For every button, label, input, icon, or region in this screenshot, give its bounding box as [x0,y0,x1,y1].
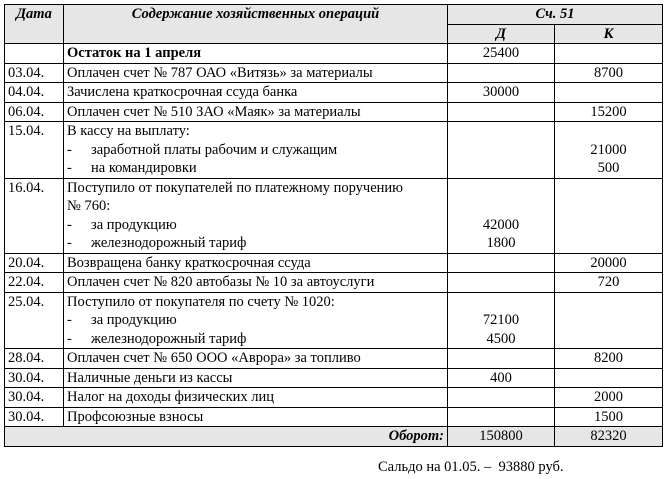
turnover-debit: 150800 [448,427,555,447]
row-description [64,63,448,83]
row-credit [555,388,663,408]
ledger-row [5,102,663,122]
row-description [64,349,448,369]
ledger-row [5,83,663,103]
opening-credit-cell [555,44,663,64]
bullet-dash: - [67,141,72,158]
closing-balance: Сальдо на 01.05. – 93880 руб. [378,459,564,475]
row-credit [555,349,663,369]
amount: 2000 [594,389,623,405]
description-line: Поступило от покупателя по счету № 1020: [67,293,335,310]
amount [451,159,551,178]
description-line: В кассу на выплату: [67,123,190,139]
amount: 21000 [590,141,627,158]
row-debit [448,63,555,83]
amount: 4500 [486,330,516,347]
row-date: 06.04. [5,102,64,122]
row-date: 03.04. [5,63,64,83]
description-line [67,216,444,235]
description-line: Оплачен счет № 787 ОАО «Витязь» за материалы [67,64,373,81]
row-date: 22.04. [5,273,64,293]
row-debit [448,253,555,273]
header-date: Дата [5,5,64,44]
row-description [64,253,448,273]
sub-item-text: железнодорожный тариф [91,330,247,347]
amount [558,330,659,349]
amount: 1500 [594,408,623,425]
bullet-dash: - [67,312,72,328]
row-credit [555,253,663,273]
description-line: Наличные деньги из кассы [67,369,233,386]
row-description [64,407,448,427]
sub-item-text: железнодорожный тариф [91,235,247,251]
opening-debit: 25400 [448,44,555,64]
row-date: 20.04. [5,253,64,273]
opening-label: Остаток на 1 апреля [64,44,448,64]
amount [451,254,551,273]
row-description [64,292,448,349]
amount [558,311,659,330]
amount: 30000 [482,84,520,100]
ledger-body [5,44,663,427]
turnover-row [5,427,663,447]
sub-item-text: за продукцию [91,216,177,233]
header-account: Сч. 51 [448,5,663,25]
row-credit [555,83,663,103]
amount [451,408,551,427]
row-date: 30.04. [5,407,64,427]
description-line: Возвращена банку краткосрочная ссуда [67,254,311,271]
row-date: 04.04. [5,83,64,103]
ledger-row [5,388,663,408]
amount: 1800 [486,235,516,251]
amount: 500 [597,160,620,176]
row-debit [448,407,555,427]
amount [451,64,551,83]
row-date: 25.04. [5,292,64,349]
row-description [64,122,448,179]
description-line [67,311,444,330]
row-date: 30.04. [5,388,64,408]
ledger-row [5,122,663,179]
amount: 15200 [590,103,627,120]
row-debit [448,102,555,122]
row-debit [448,388,555,408]
amount: 8700 [594,64,623,81]
row-description [64,273,448,293]
cash-account-ledger [4,4,663,447]
row-date: 15.04. [5,122,64,179]
bullet-dash: - [67,216,72,233]
amount [558,369,659,388]
row-description [64,102,448,122]
row-description [64,83,448,103]
description-line: Зачислена краткосрочная ссуда банка [67,84,298,100]
amount [451,141,551,160]
ledger-row [5,368,663,388]
row-credit [555,292,663,349]
description-line: Оплачен счет № 820 автобазы № 10 за автоуслуги [67,274,375,290]
bullet-dash: - [67,235,72,251]
amount [558,234,659,253]
row-date: 16.04. [5,178,64,253]
row-debit [448,122,555,179]
ledger-row [5,273,663,293]
row-credit [555,368,663,388]
amount: 20000 [590,254,627,271]
amount: 42000 [482,216,520,233]
turnover-credit: 82320 [555,427,663,447]
description-line [67,330,444,349]
ledger-row [5,292,663,349]
ledger-row [5,63,663,83]
row-credit [555,178,663,253]
row-date: 28.04. [5,349,64,369]
row-description [64,178,448,253]
opening-balance-row [5,44,663,64]
row-debit [448,83,555,103]
description-line [67,234,444,253]
row-credit [555,407,663,427]
sub-item-text: за продукцию [91,312,177,328]
description-line: Оплачен счет № 510 ЗАО «Маяк» за материалы [67,103,361,120]
amount [451,103,551,122]
amount: 8200 [594,350,623,366]
sub-item-text: заработной платы рабочим и служащим [91,141,338,158]
row-debit [448,292,555,349]
row-description [64,368,448,388]
row-debit [448,368,555,388]
row-description [64,388,448,408]
bullet-dash: - [67,330,72,347]
header-content: Содержание хозяйственных операций [64,5,448,44]
amount [558,83,659,102]
row-debit [448,349,555,369]
description-line: Оплачен счет № 650 ООО «Аврора» за топливо [67,350,361,366]
turnover-label: Оборот: [5,427,448,447]
amount [558,216,659,235]
amount: 720 [597,274,620,290]
description-line [67,141,444,160]
row-credit [555,273,663,293]
ledger-row [5,349,663,369]
row-debit [448,178,555,253]
amount [451,388,551,407]
ledger-row [5,407,663,427]
amount: 72100 [482,312,520,328]
description-line: Поступило от покупателей по платежному поручению [67,179,403,196]
row-credit [555,122,663,179]
header-debit: Д [448,24,555,44]
description-line: Налог на доходы физических лиц [67,389,275,405]
description-line [67,159,444,178]
row-credit [555,63,663,83]
opening-date-cell [5,44,64,64]
description-line: Профсоюзные взносы [67,408,204,425]
row-date: 30.04. [5,368,64,388]
amount [451,349,551,368]
description-line: № 760: [67,198,111,214]
ledger-row [5,178,663,253]
ledger-row [5,253,663,273]
header-credit: К [555,24,663,44]
amount [451,273,551,292]
amount: 400 [490,369,512,386]
row-debit [448,273,555,293]
row-credit [555,102,663,122]
bullet-dash: - [67,160,72,176]
sub-item-text: на командировки [91,160,197,176]
